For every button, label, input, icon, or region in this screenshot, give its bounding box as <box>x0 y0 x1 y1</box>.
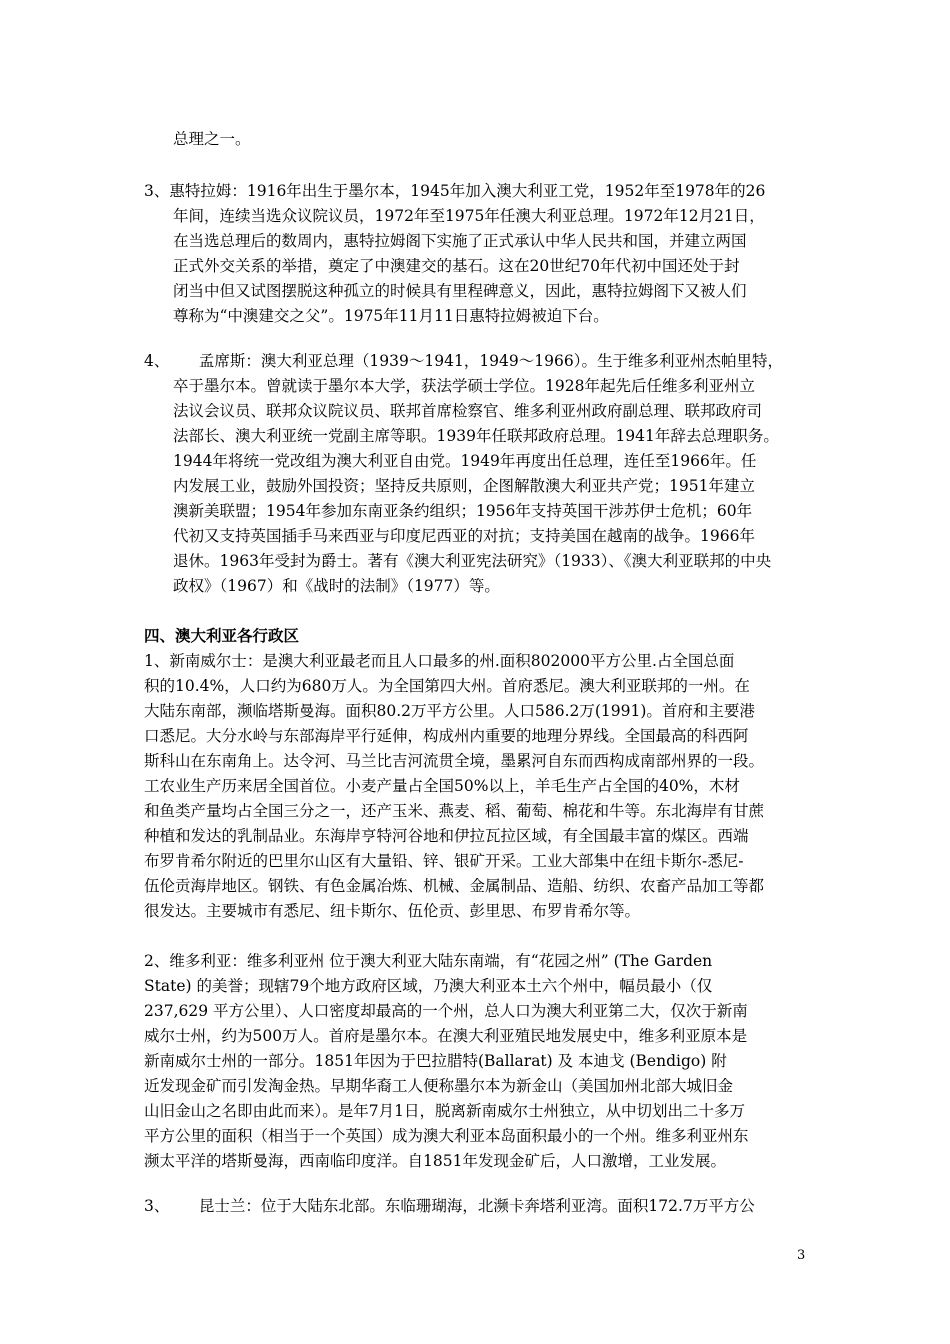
text-line: 斯科山在东南角上。达令河、马兰比吉河流贯全境，墨累河自东而西构成南部州界的一段。 <box>144 752 765 770</box>
text-line: 很发达。主要城市有悉尼、纽卡斯尔、伍伦贡、彭里思、布罗肯希尔等。 <box>144 902 641 920</box>
text-line: 近发现金矿而引发淘金热。早期华裔工人便称墨尔本为新金山（美国加州北部大城旧金 <box>144 1077 734 1095</box>
text-line: 法部长、澳大利亚统一党副主席等职。1939年任联邦政府总理。1941年辞去总理职务。 <box>173 427 779 445</box>
text-line: 在当选总理后的数周内，惠特拉姆阁下实施了正式承认中华人民共和国，并建立两国 <box>173 232 747 250</box>
text-line: 3、 昆士兰：位于大陆东北部。东临珊瑚海，北濒卡奔塔利亚湾。面积172.7万平方公 <box>144 1197 755 1215</box>
text-line: 正式外交关系的举措，奠定了中澳建交的基石。这在20世纪70年代初中国还处于封 <box>173 257 740 275</box>
text-line: 和鱼类产量均占全国三分之一，还产玉米、燕麦、稻、葡萄、棉花和牛等。东北海岸有甘蔗 <box>144 802 765 820</box>
text-line: 种植和发达的乳制品业。东海岸亨特河谷地和伊拉瓦拉区域，有全国最丰富的煤区。西端 <box>144 827 749 845</box>
text-line: 法议会议员、联邦众议院议员、联邦首席检察官、维多利亚州政府副总理、联邦政府司 <box>173 402 763 420</box>
text-line: 政权》（1967）和《战时的法制》（1977）等。 <box>173 577 500 595</box>
text-line: 布罗肯希尔附近的巴里尔山区有大量铅、锌、银矿开采。工业大部集中在纽卡斯尔-悉尼- <box>144 852 744 870</box>
text-line: 濒太平洋的塔斯曼海，西南临印度洋。自1851年发现金矿后，人口激增，工业发展。 <box>144 1152 726 1170</box>
text-line: 内发展工业，鼓励外国投资；坚持反共原则，企图解散澳大利亚共产党；1951年建立 <box>173 477 755 495</box>
text-line: 1944年将统一党改组为澳大利亚自由党。1949年再度出任总理，连任至1966年。任 <box>173 452 757 470</box>
text-line: 4、 孟席斯：澳大利亚总理（1939～1941，1949～1966）。生于维多利亚州杰帕里特， <box>144 352 783 370</box>
text-line: 伍伦贡海岸地区。钢铁、有色金属冶炼、机械、金属制品、造船、纺织、农畜产品加工等都 <box>144 877 765 895</box>
section-heading: 四、澳大利亚各行政区 <box>144 627 300 645</box>
text-line: 澳新美联盟；1954年参加东南亚条约组织；1956年支持英国干涉苏伊士危机；60年 <box>173 502 753 520</box>
text-line: 山旧金山之名即由此而来）。是年7月1日，脱离新南威尔士州独立，从中切划出二十多万 <box>144 1102 745 1120</box>
text-line: 退休。1963年受封为爵士。著有《澳大利亚宪法研究》（1933）、《澳大利亚联邦的中央 <box>173 552 772 570</box>
text-line: 年间，连续当选众议院议员，1972年至1975年任澳大利亚总理。1972年12月21日， <box>173 207 765 225</box>
text-line: 工农业生产历来居全国首位。小麦产量占全国50%以上，羊毛生产占全国的40%，木材 <box>144 777 740 795</box>
text-line: 代初又支持英国插手马来西亚与印度尼西亚的对抗；支持美国在越南的战争。1966年 <box>173 527 755 545</box>
text-line: 卒于墨尔本。曾就读于墨尔本大学，获法学硕士学位。1928年起先后任维多利亚州立 <box>173 377 755 395</box>
text-line: 积的10.4%，人口约为680万人。为全国第四大州。首府悉尼。澳大利亚联邦的一州。在 <box>144 677 750 695</box>
text-line: State) 的美誉；现辖79个地方政府区域，乃澳大利亚本土六个州中，幅员最小（仅 <box>144 977 713 995</box>
text-line: 平方公里的面积（相当于一个英国）成为澳大利亚本岛面积最小的一个州。维多利亚州东 <box>144 1127 749 1145</box>
text-line: 新南威尔士州的一部分。1851年因为于巴拉腊特(Ballarat) 及 本迪戈 (Bendigo) 附 <box>144 1052 727 1070</box>
text-line: 尊称为“中澳建交之父”。1975年11月11日惠特拉姆被迫下台。 <box>173 307 609 325</box>
text-line: 1、新南威尔士：是澳大利亚最老而且人口最多的州.面积802000平方公里.占全国总面 <box>144 652 735 670</box>
text-line: 3、惠特拉姆：1916年出生于墨尔本，1945年加入澳大利亚工党，1952年至1978年的26 <box>144 182 766 200</box>
text-line: 总理之一。 <box>173 130 251 148</box>
text-line: 大陆东南部，濒临塔斯曼海。面积80.2万平方公里。人口586.2万(1991)。首府和主要港 <box>144 702 755 720</box>
text-line: 237,629 平方公里）、人口密度却最高的一个州，总人口为澳大利亚第二大，仅次于新南 <box>144 1002 748 1020</box>
page-number: 3 <box>797 1248 806 1263</box>
text-line: 2、维多利亚：维多利亚州 位于澳大利亚大陆东南端，有“花园之州” (The Garden <box>144 952 713 970</box>
text-line: 威尔士州，约为500万人。首府是墨尔本。在澳大利亚殖民地发展史中，维多利亚原本是 <box>144 1027 748 1045</box>
text-line: 闭当中但又试图摆脱这种孤立的时候具有里程碑意义，因此，惠特拉姆阁下又被人们 <box>173 282 747 300</box>
text-line: 口悉尼。大分水岭与东部海岸平行延伸，构成州内重要的地理分界线。全国最高的科西阿 <box>144 727 749 745</box>
